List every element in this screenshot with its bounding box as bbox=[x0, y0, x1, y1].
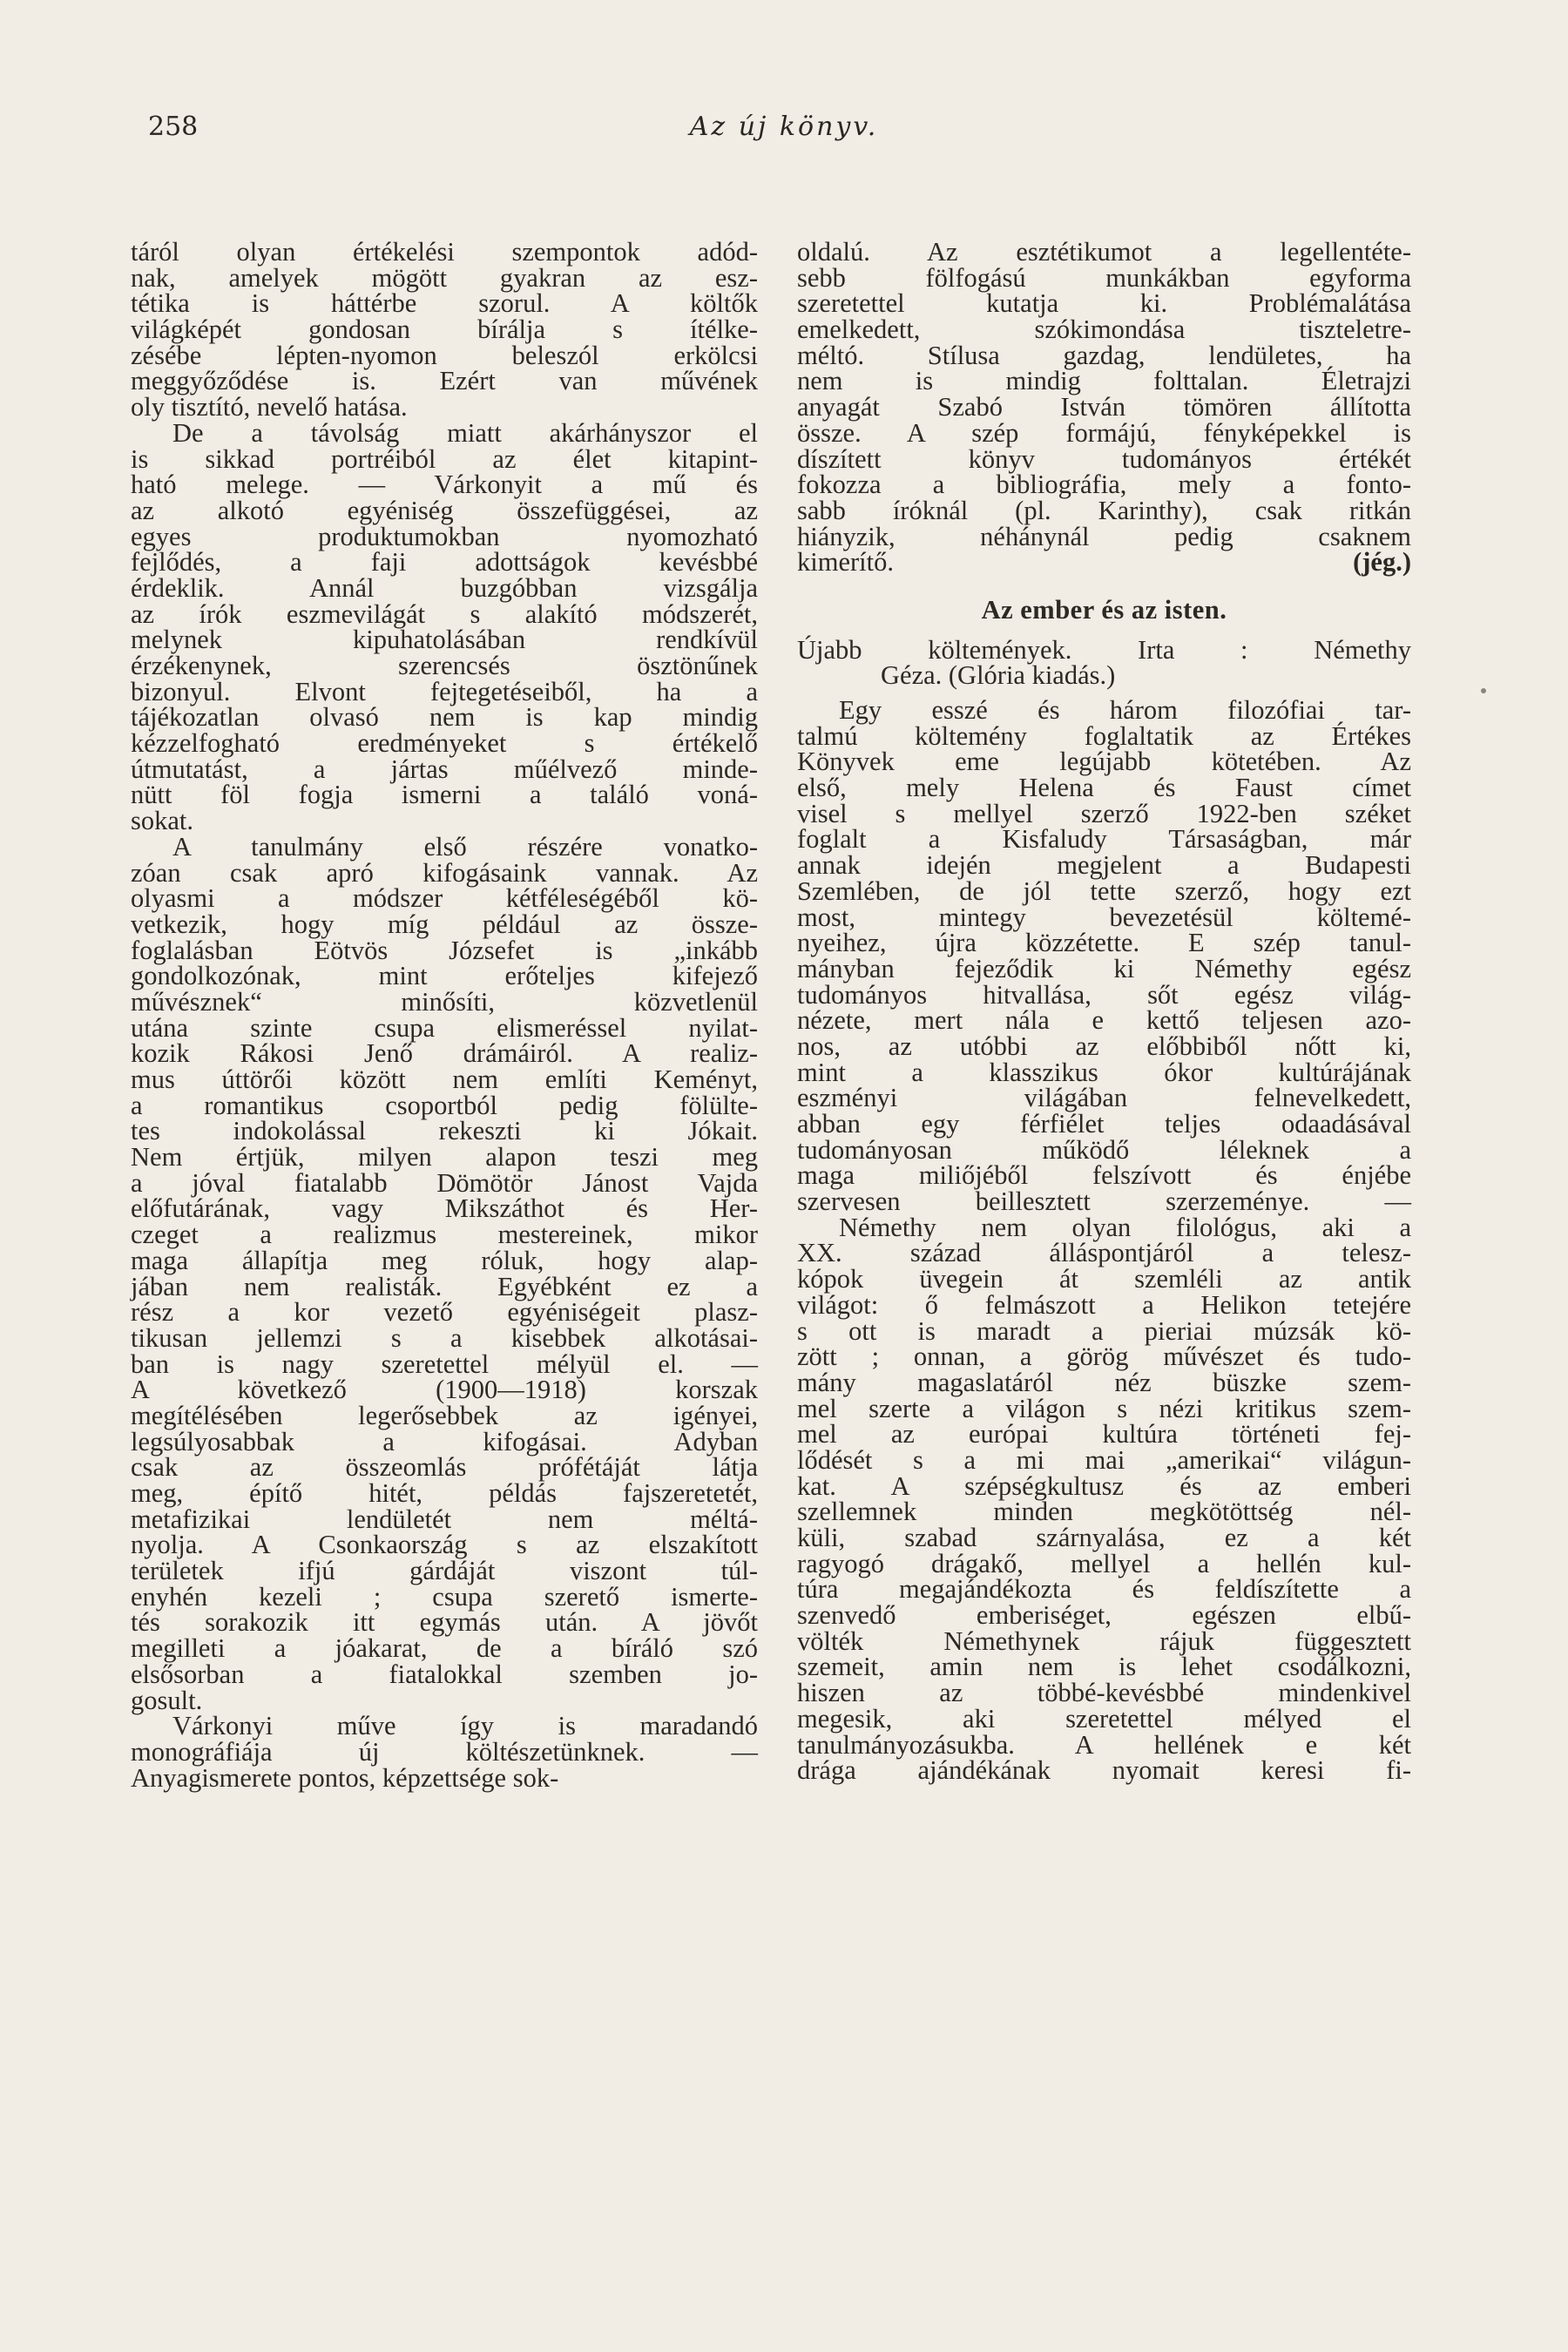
review-continuation bbox=[797, 237, 1411, 551]
text-line: nos, az utóbbi az előbbiből nőtt ki, bbox=[797, 1031, 1411, 1061]
text-line: ragyogó drágakő, mellyel a hellén kul- bbox=[797, 1548, 1411, 1578]
text-line: Anyagismerete pontos, képzettsége sok- bbox=[131, 1762, 559, 1793]
text-line: megilleti a jóakarat, de a bíráló szó bbox=[131, 1633, 758, 1664]
text-line: táról olyan értékelési szempontok adód- bbox=[131, 237, 758, 267]
text-line: sebb fölfogású munkákban egyforma bbox=[797, 262, 1411, 293]
text-line: XX. század álláspontjáról a telesz- bbox=[797, 1238, 1411, 1268]
text-line: meg, építő hitét, példás fajszeretetét, bbox=[131, 1478, 758, 1508]
text-line: tudományos hitvallása, sőt egész világ- bbox=[797, 979, 1411, 1010]
text-line: bizonyul. Elvont fejtegetéseiből, ha a bbox=[131, 676, 758, 706]
text-line: tés sorakozik itt egymás után. A jövőt bbox=[131, 1607, 758, 1638]
text-line: kozik Rákosi Jenő drámáiról. A realiz- bbox=[131, 1038, 758, 1069]
text-line: útmutatást, a jártas műélvező minde- bbox=[131, 754, 758, 784]
text-line: nem is mindig folttalan. Életrajzi bbox=[797, 366, 1411, 396]
text-line: tes indokolással rekeszti ki Jókait. bbox=[131, 1116, 758, 1146]
text-line: lődését s a mi mai „amerikai“ világun- bbox=[797, 1444, 1411, 1475]
review-body bbox=[797, 695, 1411, 1786]
text-line: túra megajándékozta és feldíszítette a bbox=[797, 1574, 1411, 1605]
text-line: tudományosan működő léleknek a bbox=[797, 1134, 1411, 1165]
text-line: czeget a realizmus mestereinek, mikor bbox=[131, 1220, 758, 1250]
text-line: a romantikus csoportból pedig fölülte- bbox=[131, 1090, 758, 1120]
text-line: sokat. bbox=[131, 806, 194, 836]
text-line: Könyvek eme legújabb kötetében. Az bbox=[797, 747, 1411, 777]
text-line: szellemnek minden megkötöttség nél- bbox=[797, 1497, 1411, 1527]
text-line: maga állapítja meg róluk, hogy alap- bbox=[131, 1245, 758, 1275]
text-line: vetkezik, hogy míg például az össze- bbox=[131, 909, 758, 939]
text-line: utána szinte csupa elismeréssel nyilat- bbox=[131, 1012, 758, 1043]
text-line: Egy esszé és három filozófiai tar- bbox=[839, 695, 1411, 725]
text-line: foglalt a Kisfaludy Társaságban, már bbox=[797, 824, 1411, 855]
text-line: oly tisztító, nevelő hatása. bbox=[131, 392, 408, 422]
text-line: zött ; onnan, a görög művészet és tudo- bbox=[797, 1342, 1411, 1372]
text-line: ban is nagy szeretettel mélyül el. — bbox=[131, 1348, 758, 1379]
text-line: monográfiája új költészetünknek. — bbox=[131, 1736, 758, 1767]
text-line: olyasmi a módszer kétféleségéből kö- bbox=[131, 883, 758, 914]
text-line: hiányzik, néhánynál pedig csaknem bbox=[797, 521, 1411, 551]
text-line: sabb íróknál (pl. Karinthy), csak ritkán bbox=[797, 495, 1411, 525]
text-line: kat. A szépségkultusz és az emberi bbox=[797, 1470, 1411, 1501]
text-line: nyeihez, újra közzétette. E szép tanul- bbox=[797, 928, 1411, 958]
text-line: mus úttörői között nem említi Keményt, bbox=[131, 1064, 758, 1094]
text-line: zésébe lépten-nyomon beleszól erkölcsi bbox=[131, 340, 758, 370]
text-line: megesik, aki szeretettel mélyed el bbox=[797, 1703, 1411, 1734]
text-line: gondolkozónak, mint erőteljes kifejező bbox=[131, 961, 758, 991]
review-subtitle-line: Újabb költemények. Irta : Némethy bbox=[797, 634, 1411, 665]
text-line: világot: ő felmászott a Helikon tetejére bbox=[797, 1289, 1411, 1320]
page-number: 258 bbox=[148, 112, 199, 142]
text-line: De a távolság miatt akárhányszor el bbox=[172, 417, 758, 448]
text-line: az alkotó egyéniség összefüggései, az bbox=[131, 495, 758, 525]
text-line: mányban fejeződik ki Némethy egész bbox=[797, 953, 1411, 983]
text-line: szemeit, amin nem is lehet csodálkozni, bbox=[797, 1652, 1411, 1682]
text-line: érdeklik. Annál buzgóbban vizsgálja bbox=[131, 572, 758, 603]
text-line: völték Némethynek rájuk függesztett bbox=[797, 1625, 1411, 1656]
text-line: előfutárának, vagy Mikszáthot és Her- bbox=[131, 1193, 758, 1224]
text-line: rész a kor vezető egyéniségeit plasz- bbox=[131, 1297, 758, 1328]
text-line: tanulmányozásukba. A hellének e két bbox=[797, 1729, 1411, 1760]
text-line: anyagát Szabó István tömören állította bbox=[797, 392, 1411, 422]
text-line: melynek kipuhatolásában rendkívül bbox=[131, 625, 758, 655]
text-line: gosult. bbox=[131, 1685, 203, 1715]
text-line: mint a klasszikus ókor kultúrájának bbox=[797, 1057, 1411, 1087]
text-line: kézzelfogható eredményeket s értékelő bbox=[131, 728, 758, 759]
text-line: most, mintegy bevezetésül költemé- bbox=[797, 902, 1411, 932]
text-line: nyolja. A Csonkaország s az elszakított bbox=[131, 1530, 758, 1560]
page-header bbox=[139, 112, 1429, 155]
text-line: ható melege. — Várkonyit a mű és bbox=[131, 470, 758, 500]
text-line: tétika is háttérbe szorul. A költők bbox=[131, 288, 758, 319]
text-line: Várkonyi műve így is maradandó bbox=[172, 1711, 758, 1741]
text-line: küli, szabad szárnyalása, ez a két bbox=[797, 1523, 1411, 1552]
text-line: területek ifjú gárdáját viszont túl- bbox=[131, 1556, 758, 1586]
text-line: fejlődés, a faji adottságok kevésbbé bbox=[131, 547, 758, 578]
text-line: szeretettel kutatja ki. Problémalátása bbox=[797, 288, 1411, 319]
text-line: mel az európai kultúra történeti fej- bbox=[797, 1419, 1411, 1450]
text-line: méltó. Stílusa gazdag, lendületes, ha bbox=[797, 340, 1411, 370]
right-column bbox=[797, 237, 1411, 1786]
text-line: emelkedett, szókimondása tiszteletre- bbox=[797, 314, 1411, 345]
text-line: Némethy nem olyan filológus, aki a bbox=[839, 1212, 1411, 1242]
text-line: abban egy férfiélet teljes odaadásával bbox=[797, 1109, 1411, 1139]
text-line: az írók eszmevilágát s alakító módszerét, bbox=[131, 598, 758, 629]
text-line: jában nem realisták. Egyébként ez a bbox=[131, 1271, 758, 1301]
last-word: kimerítő. bbox=[797, 547, 894, 578]
text-line: enyhén kezeli ; csupa szerető ismerte- bbox=[131, 1581, 758, 1612]
text-line: hiszen az többé-kevésbbé mindenkivel bbox=[797, 1678, 1411, 1708]
text-line: is sikkad portréiból az élet kitapint- bbox=[131, 443, 758, 474]
text-line: drága ajándékának nyomait keresi fi- bbox=[797, 1755, 1411, 1786]
text-line: a jóval fiatalabb Dömötör Jánost Vajda bbox=[131, 1167, 758, 1198]
text-line: foglalásban Eötvös Józsefet is „inkább bbox=[131, 935, 758, 965]
text-line: elsősorban a fiatalokkal szemben jo- bbox=[131, 1659, 758, 1689]
text-line: oldalú. Az esztétikumot a legellentéte- bbox=[797, 237, 1411, 267]
text-line: maga miliőjéből felszívott és énjébe bbox=[797, 1160, 1411, 1191]
text-line: szervesen beillesztett szerzeménye. — bbox=[797, 1186, 1411, 1217]
reviewer-signature: (jég.) bbox=[1353, 547, 1411, 578]
text-line: talmú költemény foglaltatik az Értékes bbox=[797, 720, 1411, 751]
text-line: egyes produktumokban nyomozható bbox=[131, 521, 758, 551]
left-column bbox=[131, 237, 758, 1793]
signature-line bbox=[797, 547, 1411, 578]
text-line: A következő (1900—1918) korszak bbox=[131, 1375, 758, 1405]
text-line: visel s mellyel szerző 1922-ben széket bbox=[797, 798, 1411, 828]
text-line: nütt föl fogja ismerni a találó voná- bbox=[131, 780, 758, 810]
text-line: díszített könyv tudományos értékét bbox=[797, 443, 1411, 474]
running-title: Az új könyv. bbox=[689, 112, 879, 142]
text-line: első, mely Helena és Faust címet bbox=[797, 773, 1411, 803]
text-line: eszményi világában felnevelkedett, bbox=[797, 1083, 1411, 1113]
text-line: nak, amelyek mögött gyakran az esz- bbox=[131, 262, 758, 293]
text-line: mel szerte a világon s nézi kritikus szem- bbox=[797, 1393, 1411, 1423]
text-line: kópok üvegein át szemléli az antik bbox=[797, 1264, 1411, 1294]
review-heading: Az ember és az isten. bbox=[981, 594, 1227, 625]
text-line: tájékozatlan olvasó nem is kap mindig bbox=[131, 702, 758, 733]
text-line: s ott is maradt a pieriai múzsák kö- bbox=[797, 1315, 1411, 1346]
text-line: A tanulmány első részére vonatko- bbox=[172, 831, 758, 862]
text-line: Nem értjük, milyen alapon teszi meg bbox=[131, 1142, 758, 1173]
text-line: csak az összeomlás prófétáját látja bbox=[131, 1452, 758, 1483]
text-line: meggyőződése is. Ezért van művének bbox=[131, 366, 758, 396]
text-line: nézete, mert nála e kettő teljesen azo- bbox=[797, 1005, 1411, 1036]
text-line: mány magaslatáról néz büszke szem- bbox=[797, 1367, 1411, 1397]
text-line: tikusan jellemzi s a kisebbek alkotásai- bbox=[131, 1322, 758, 1353]
text-line: össze. A szép formájú, fényképekkel is bbox=[797, 417, 1411, 448]
text-line: metafizikai lendületét nem méltá- bbox=[131, 1504, 758, 1534]
text-line: művésznek“ minősíti, közvetlenül bbox=[131, 986, 758, 1017]
text-line: érzékenynek, szerencsés ösztönűnek bbox=[131, 651, 758, 680]
text-line: világképét gondosan bírálja s ítélke- bbox=[131, 314, 758, 345]
review-subtitle-line: Géza. (Glória kiadás.) bbox=[881, 660, 1116, 691]
text-line: zóan csak apró kifogásaink vannak. Az bbox=[131, 857, 758, 888]
text-line: legsúlyosabbak a kifogásai. Adyban bbox=[131, 1426, 758, 1456]
text-line: Szemlében, de jól tette szerző, hogy ezt bbox=[797, 875, 1411, 906]
text-line: megítélésében legerősebbek az igényei, bbox=[131, 1400, 758, 1430]
text-line: fokozza a bibliográfia, mely a fonto- bbox=[797, 470, 1411, 500]
text-line: szenvedő emberiséget, egészen elbű- bbox=[797, 1600, 1411, 1631]
text-line: annak idején megjelent a Budapesti bbox=[797, 850, 1411, 881]
margin-dot bbox=[1481, 688, 1486, 693]
